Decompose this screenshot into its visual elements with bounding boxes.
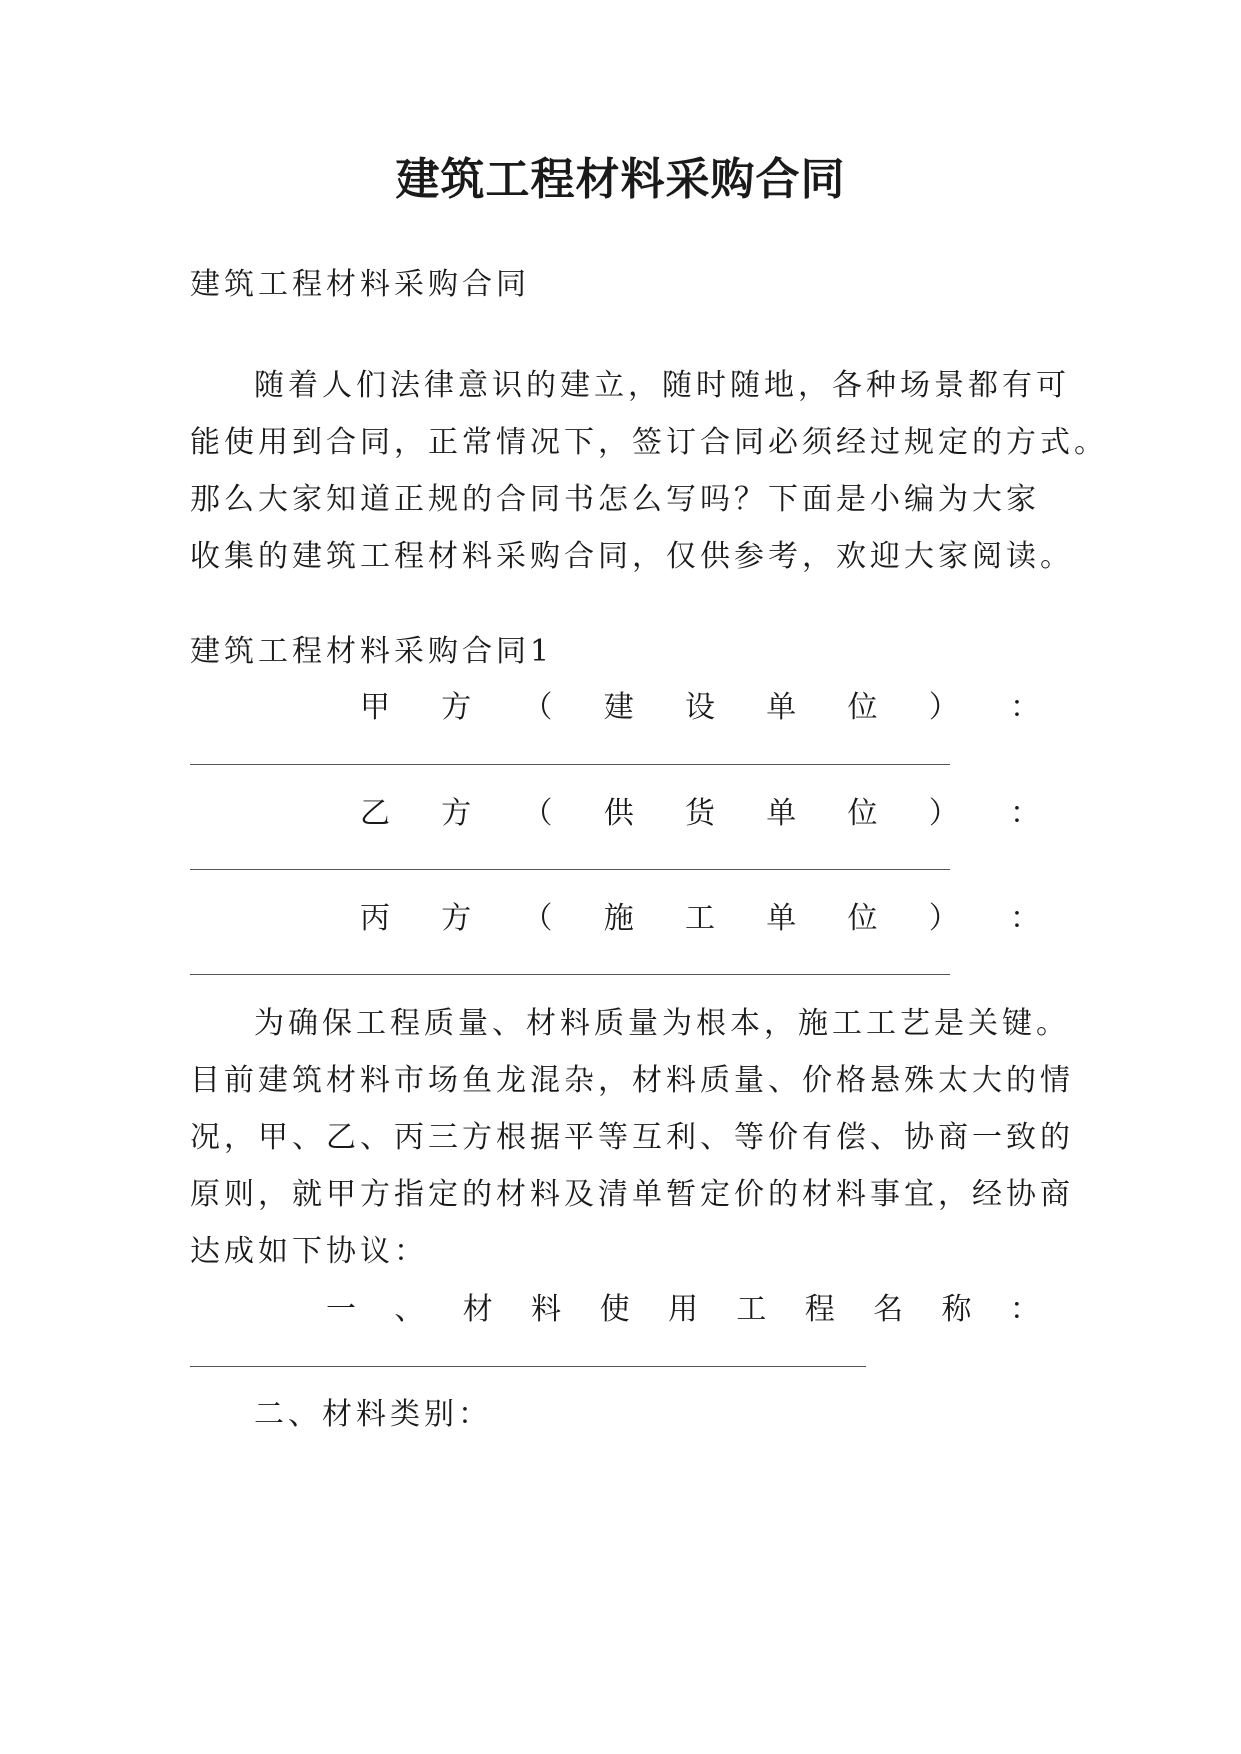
item-char: 工 <box>736 1292 767 1327</box>
party-char: ： <box>1010 796 1040 831</box>
party-char: 方 <box>441 901 472 936</box>
paragraph-line: 目前建筑材料市场鱼龙混杂，材料质量、价格悬殊太大的情 <box>190 1063 1074 1098</box>
party-char: （ <box>522 796 553 831</box>
party-char: ： <box>1010 901 1040 936</box>
party-char: 单 <box>766 690 797 725</box>
document-subtitle: 建筑工程材料采购合同 <box>190 267 530 302</box>
party-char: 单 <box>766 796 797 831</box>
party-char: 位 <box>847 901 878 936</box>
party-char: 设 <box>685 690 715 725</box>
paragraph-line: 为确保工程质量、材料质量为根本，施工工艺是关键。 <box>254 1006 1070 1041</box>
party-char: 甲 <box>360 690 390 725</box>
paragraph-line: 那么大家知道正规的合同书怎么写吗？下面是小编为大家 <box>190 482 1040 517</box>
party-char: 货 <box>685 796 715 831</box>
paragraph-line: 随着人们法律意识的建立，随时随地，各种场景都有可 <box>254 368 1070 403</box>
item-char: 程 <box>804 1292 835 1327</box>
paragraph-line: 况，甲、乙、丙三方根据平等互利、等价有偿、协商一致的 <box>190 1120 1074 1155</box>
item-char: 材 <box>462 1292 493 1327</box>
party-char: 施 <box>603 901 634 936</box>
item-char: ： <box>1009 1292 1040 1327</box>
paragraph-line: 原则，就甲方指定的材料及清单暂定价的材料事宜，经协商 <box>190 1177 1074 1212</box>
item-one-label <box>326 1280 1040 1340</box>
item-two-label: 二、材料类别： <box>254 1397 492 1432</box>
party-char: 位 <box>847 796 878 831</box>
party-char: 乙 <box>360 796 390 831</box>
party-char: 工 <box>685 901 715 936</box>
party-c-label <box>360 889 1040 949</box>
item-char: 料 <box>531 1292 562 1327</box>
party-char: 建 <box>603 690 634 725</box>
paragraph-line: 能使用到合同，正常情况下，签订合同必须经过规定的方式。 <box>190 425 1108 460</box>
document-title: 建筑工程材料采购合同 <box>395 154 846 205</box>
item-char: 用 <box>667 1292 698 1327</box>
item-char: 一 <box>326 1292 356 1327</box>
item-char: 名 <box>873 1292 904 1327</box>
party-char: 位 <box>847 690 878 725</box>
party-char: 丙 <box>360 901 390 936</box>
party-b-blank-line <box>190 869 950 870</box>
party-char: ） <box>928 796 959 831</box>
party-char: ： <box>1010 690 1040 725</box>
party-b-label <box>360 784 1040 844</box>
contract-heading: 建筑工程材料采购合同1 <box>190 634 554 669</box>
party-char: ） <box>928 901 959 936</box>
item-char: 称 <box>941 1292 972 1327</box>
paragraph-line: 收集的建筑工程材料采购合同，仅供参考，欢迎大家阅读。 <box>190 539 1074 574</box>
party-a-blank-line <box>190 764 950 765</box>
party-char: 单 <box>766 901 797 936</box>
party-char: 方 <box>441 690 472 725</box>
item-char: 使 <box>599 1292 630 1327</box>
party-char: 方 <box>441 796 472 831</box>
party-a-label <box>360 678 1040 738</box>
item-char: 、 <box>394 1292 425 1327</box>
party-char: （ <box>522 690 553 725</box>
item-one-blank-line <box>190 1366 866 1367</box>
party-char: 供 <box>603 796 634 831</box>
party-c-blank-line <box>190 974 950 975</box>
party-char: ） <box>928 690 959 725</box>
paragraph-line: 达成如下协议： <box>190 1234 428 1269</box>
party-char: （ <box>522 901 553 936</box>
